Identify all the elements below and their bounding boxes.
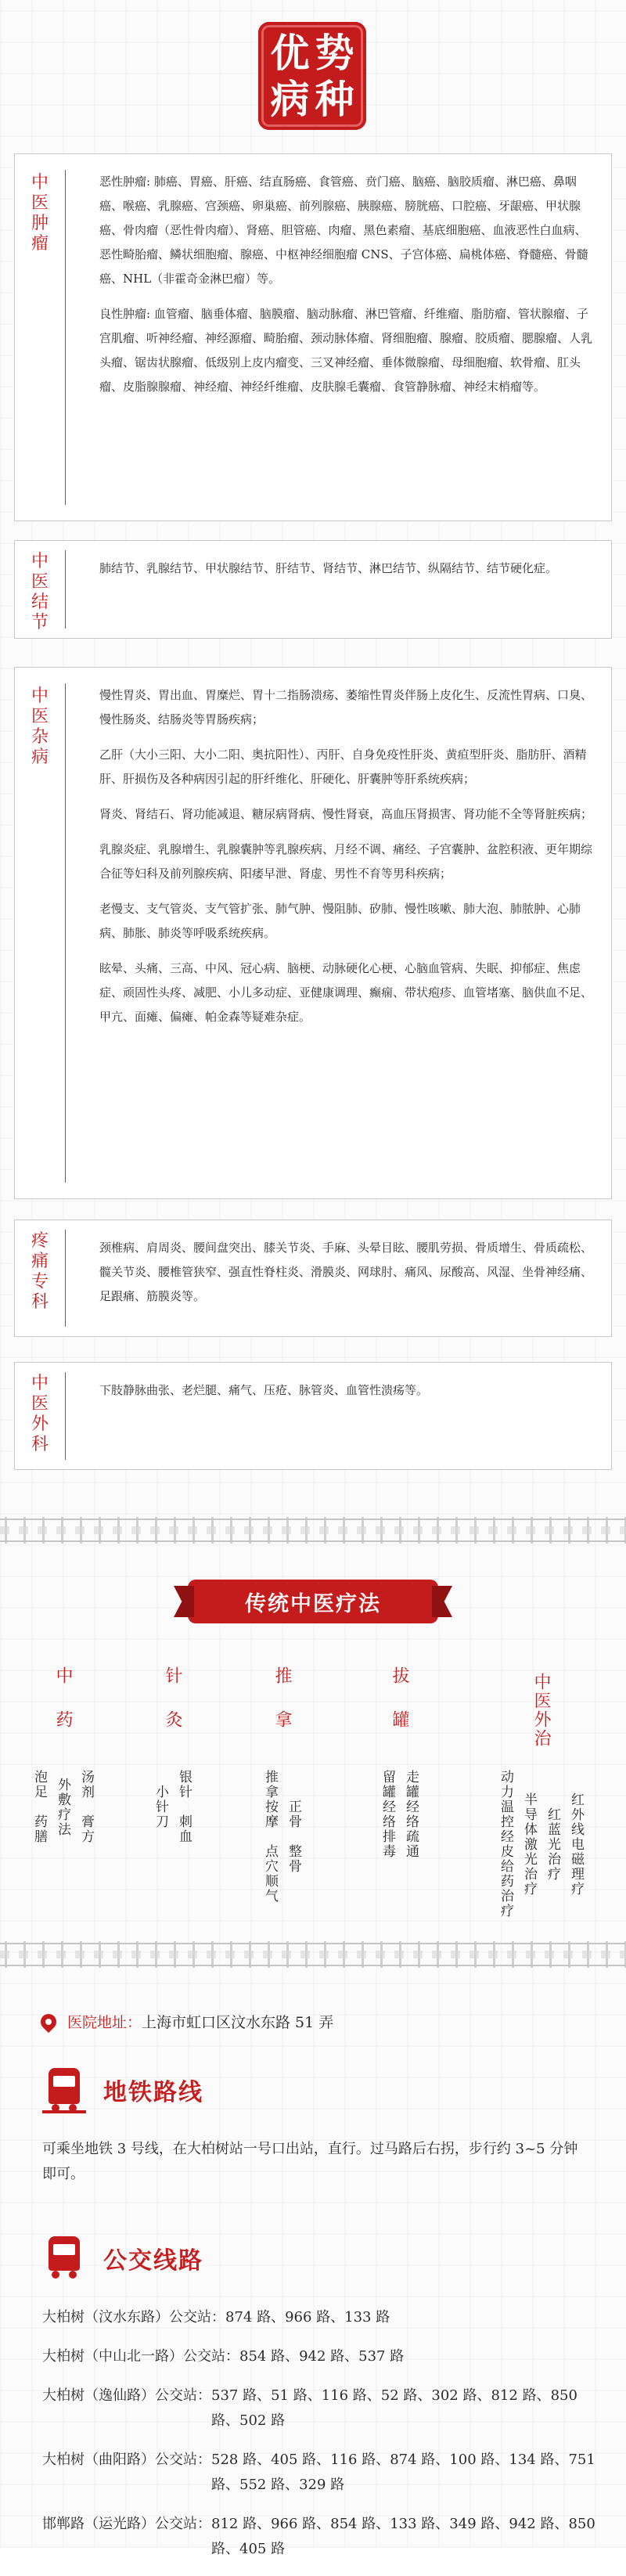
section-body	[99, 1236, 592, 1309]
therapy-item: 留罐经络排毒	[380, 1770, 395, 1859]
therapy-name: 拔罐	[390, 1666, 409, 1754]
section-divider	[65, 170, 66, 505]
bus-row	[42, 2512, 606, 2562]
therapy-item: 银针 刺血	[176, 1770, 192, 1844]
section-paragraph: 眩晕、头痛、三高、中风、冠心病、脑梗、动脉硬化心梗、心脑血管病、失眠、抑郁症、焦虑症、顽固性头疼、减肥、小儿多动症、亚健康调理、癫痫、带状疱疹、血管堵塞、脑供血不足、甲亢、面瘫、偏瘫、帕金森等疑难杂症。	[99, 961, 593, 1024]
therapy-items	[235, 1770, 329, 1904]
section-divider	[65, 683, 66, 1183]
therapy-item: 外敷疗法	[55, 1777, 70, 1837]
therapy-item: 泡足 药膳	[31, 1770, 47, 1844]
bus-routes: 874 路、966 路、133 路	[225, 2309, 390, 2326]
fret-border	[0, 1941, 626, 1968]
therapy-column	[16, 1663, 110, 1844]
section-label-text: 中 医 外 科	[31, 1374, 49, 1454]
bus-icon	[42, 2235, 86, 2282]
therapy-item: 汤剂 膏方	[78, 1770, 94, 1844]
title-char: 势	[315, 29, 354, 76]
section-label	[15, 552, 65, 633]
section-paragraph: 颈椎病、肩周炎、腰间盘突出、膝关节炎、手麻、头晕目眩、腰肌劳损、骨质增生、骨质疏松、髋关节炎、腰椎管狭窄、强直性脊柱炎、滑膜炎、网球肘、痛风、尿酸高、风湿、坐骨神经痛、足跟痛、筋膜炎等。	[99, 1241, 593, 1303]
therapy-item: 动力温控经皮给药治疗	[498, 1770, 513, 1918]
section-paragraph: 慢性胃炎、胃出血、胃糜烂、胃十二指肠溃疡、萎缩性胃炎伴肠上皮化生、反流性胃病、口臭、慢性肠炎、结肠炎等胃肠疾病；	[99, 688, 593, 726]
bus-lines	[42, 2305, 606, 2576]
bus-row	[42, 2344, 606, 2369]
bus-routes: 528 路、405 路、116 路、874 路、100 路、134 路、751 路、552 路、329 路	[211, 2452, 595, 2493]
therapy-items	[482, 1770, 599, 1918]
title-stamp	[258, 22, 366, 130]
therapy-items	[125, 1770, 219, 1844]
section-label	[15, 1231, 65, 1313]
bus-routes: 812 路、966 路、854 路、133 路、349 路、942 路、850 路、405 路	[211, 2516, 595, 2557]
section-divider	[65, 1372, 66, 1460]
section-misc	[14, 667, 612, 1199]
therapy-column	[352, 1663, 446, 1859]
section-body	[99, 557, 592, 581]
section-paragraph: 良性肿瘤: 血管瘤、脑垂体瘤、脑膜瘤、脑动脉瘤、淋巴管瘤、纤维瘤、脂肪瘤、管状腺瘤、子宫肌瘤、听神经瘤、神经源瘤、畸胎瘤、颈动脉体瘤、肾细胞瘤、腺瘤、胶质瘤、腮腺瘤、人乳头瘤、锯齿状腺瘤、低级别上皮内瘤变、三叉神经瘤、垂体微腺瘤、母细胞瘤、软骨瘤、肛头瘤、皮脂腺腺瘤、神经瘤、神经纤维瘤、皮肤腺毛囊瘤、食管静脉瘤、神经末梢瘤等。	[99, 307, 593, 394]
section-body	[99, 1378, 592, 1403]
therapy-items	[16, 1770, 110, 1844]
section-paragraph: 老慢支、支气管炎、支气管扩张、肺气肿、慢阻肺、矽肺、慢性咳嗽、肺大泡、肺脓肿、心肺病、肺胀、肺炎等呼吸系统疾病。	[99, 902, 581, 940]
bus-stop: 大柏树（中山北一路）公交站：	[42, 2348, 239, 2365]
bus-routes: 537 路、51 路、116 路、52 路、302 路、812 路、850 路、502 路	[211, 2387, 577, 2429]
subway-train-icon	[42, 2066, 86, 2113]
section-nodule	[14, 540, 612, 639]
section-paragraph: 下肢静脉曲张、老烂腿、痛气、压疮、脉管炎、血管性溃疡等。	[99, 1383, 429, 1397]
section-paragraph: 恶性肿瘤: 肺癌、胃癌、肝癌、结直肠癌、食管癌、贲门癌、脑癌、脑胶质瘤、淋巴癌、鼻咽癌、喉癌、乳腺癌、宫颈癌、卵巢癌、前列腺癌、胰腺癌、膀胱癌、口腔癌、牙龈癌、甲状腺癌、骨肉瘤（恶性骨肉瘤）、肾癌、胆管癌、肉瘤、黑色素瘤、基底细胞癌、血液恶性白血病、恶性畸胎瘤、鳞状细胞瘤、腺癌、中枢神经细胞瘤 CNS、子宫体癌、扁桃体癌、脊髓癌、骨髓癌、NHL（非霍奇金淋巴瘤）等。	[99, 175, 588, 286]
therapy-item: 走罐经络疏通	[403, 1770, 419, 1859]
therapy-name: 中药	[53, 1666, 73, 1754]
title-char: 优	[270, 29, 310, 76]
bus-routes: 854 路、942 路、537 路	[239, 2348, 405, 2365]
therapy-items	[352, 1770, 446, 1859]
section-paragraph: 乳腺炎症、乳腺增生、乳腺囊肿等乳腺疾病、月经不调、痛经、子宫囊肿、盆腔积液、更年期综合征等妇科及前列腺疾病、阳痿早泄、肾虚、男性不育等男科疾病；	[99, 842, 593, 881]
bus-stop: 邯郸路（运光路）公交站：	[42, 2516, 211, 2532]
section-paragraph: 乙肝（大小三阳、大小二阳、奥抗阳性）、丙肝、自身免疫性肝炎、黄疸型肝炎、脂肪肝、酒精肝、肝损伤及各种病因引起的肝纤维化、肝硬化、肝囊肿等肝系统疾病；	[99, 748, 587, 786]
section-pain	[14, 1220, 612, 1337]
address-label: 医院地址：	[67, 2014, 142, 2031]
bus-title: 公交线路	[103, 2247, 203, 2275]
section-tumor	[14, 153, 612, 521]
title-char: 种	[315, 75, 354, 122]
section-label	[15, 1374, 65, 1455]
section-label	[15, 686, 65, 768]
hospital-address	[41, 2011, 333, 2032]
location-pin-icon	[38, 2010, 59, 2032]
therapy-title: 传统中医疗法	[245, 1591, 381, 1616]
therapy-column	[125, 1663, 219, 1844]
therapy-item: 红蓝光治疗	[545, 1807, 560, 1882]
fret-border	[0, 1517, 626, 1544]
title-char: 病	[270, 75, 310, 122]
section-surgery	[14, 1362, 612, 1470]
therapy-item: 半导体激光治疗	[521, 1792, 537, 1897]
therapy-name: 针灸	[163, 1666, 182, 1754]
therapy-ribbon	[188, 1580, 438, 1623]
subway-text: 可乘坐地铁 3 号线，在大柏树站一号口出站，直行。过马路后右拐，步行约 3~5 分钟即可。	[42, 2141, 578, 2182]
section-divider	[65, 550, 66, 629]
section-label-text: 中 医 结 节	[31, 552, 49, 632]
therapy-name: 推拿	[272, 1666, 292, 1754]
bus-header	[42, 2235, 203, 2282]
bus-stop: 大柏树（逸仙路）公交站：	[42, 2387, 211, 2404]
therapy-item: 正骨 整骨	[286, 1800, 301, 1874]
therapy-name: 中医外治	[531, 1673, 551, 1748]
bus-row	[42, 2448, 606, 2498]
section-label-text: 中 医 杂 病	[31, 686, 49, 767]
bus-row	[42, 2305, 606, 2330]
therapy-column	[235, 1663, 329, 1904]
therapy-item: 推拿按摩 点穴顺气	[262, 1770, 278, 1904]
section-body	[99, 683, 592, 1029]
therapy-item: 小针刀	[153, 1785, 168, 1829]
section-divider	[65, 1230, 66, 1327]
section-paragraph: 肺结节、乳腺结节、甲状腺结节、肝结节、肾结节、淋巴结节、纵隔结节、结节硬化症。	[99, 561, 558, 575]
bus-row	[42, 2383, 606, 2434]
section-paragraph: 肾炎、肾结石、肾功能减退、糖尿病肾病、慢性肾衰，高血压肾损害、肾功能不全等肾脏疾病；	[99, 807, 593, 821]
address-value: 上海市虹口区汶水东路 51 弄	[142, 2014, 334, 2031]
therapy-column	[482, 1663, 599, 1918]
section-label-text: 疼 痛 专 科	[31, 1231, 49, 1312]
therapy-item: 红外线电磁理疗	[568, 1792, 584, 1897]
section-body	[99, 170, 592, 399]
subway-header	[42, 2066, 203, 2113]
section-label	[15, 173, 65, 254]
section-label-text: 中 医 肿 瘤	[31, 173, 49, 254]
subway-title: 地铁路线	[103, 2079, 203, 2106]
bus-stop: 大柏树（汶水东路）公交站：	[42, 2309, 225, 2326]
bus-stop: 大柏树（曲阳路）公交站：	[42, 2452, 211, 2468]
